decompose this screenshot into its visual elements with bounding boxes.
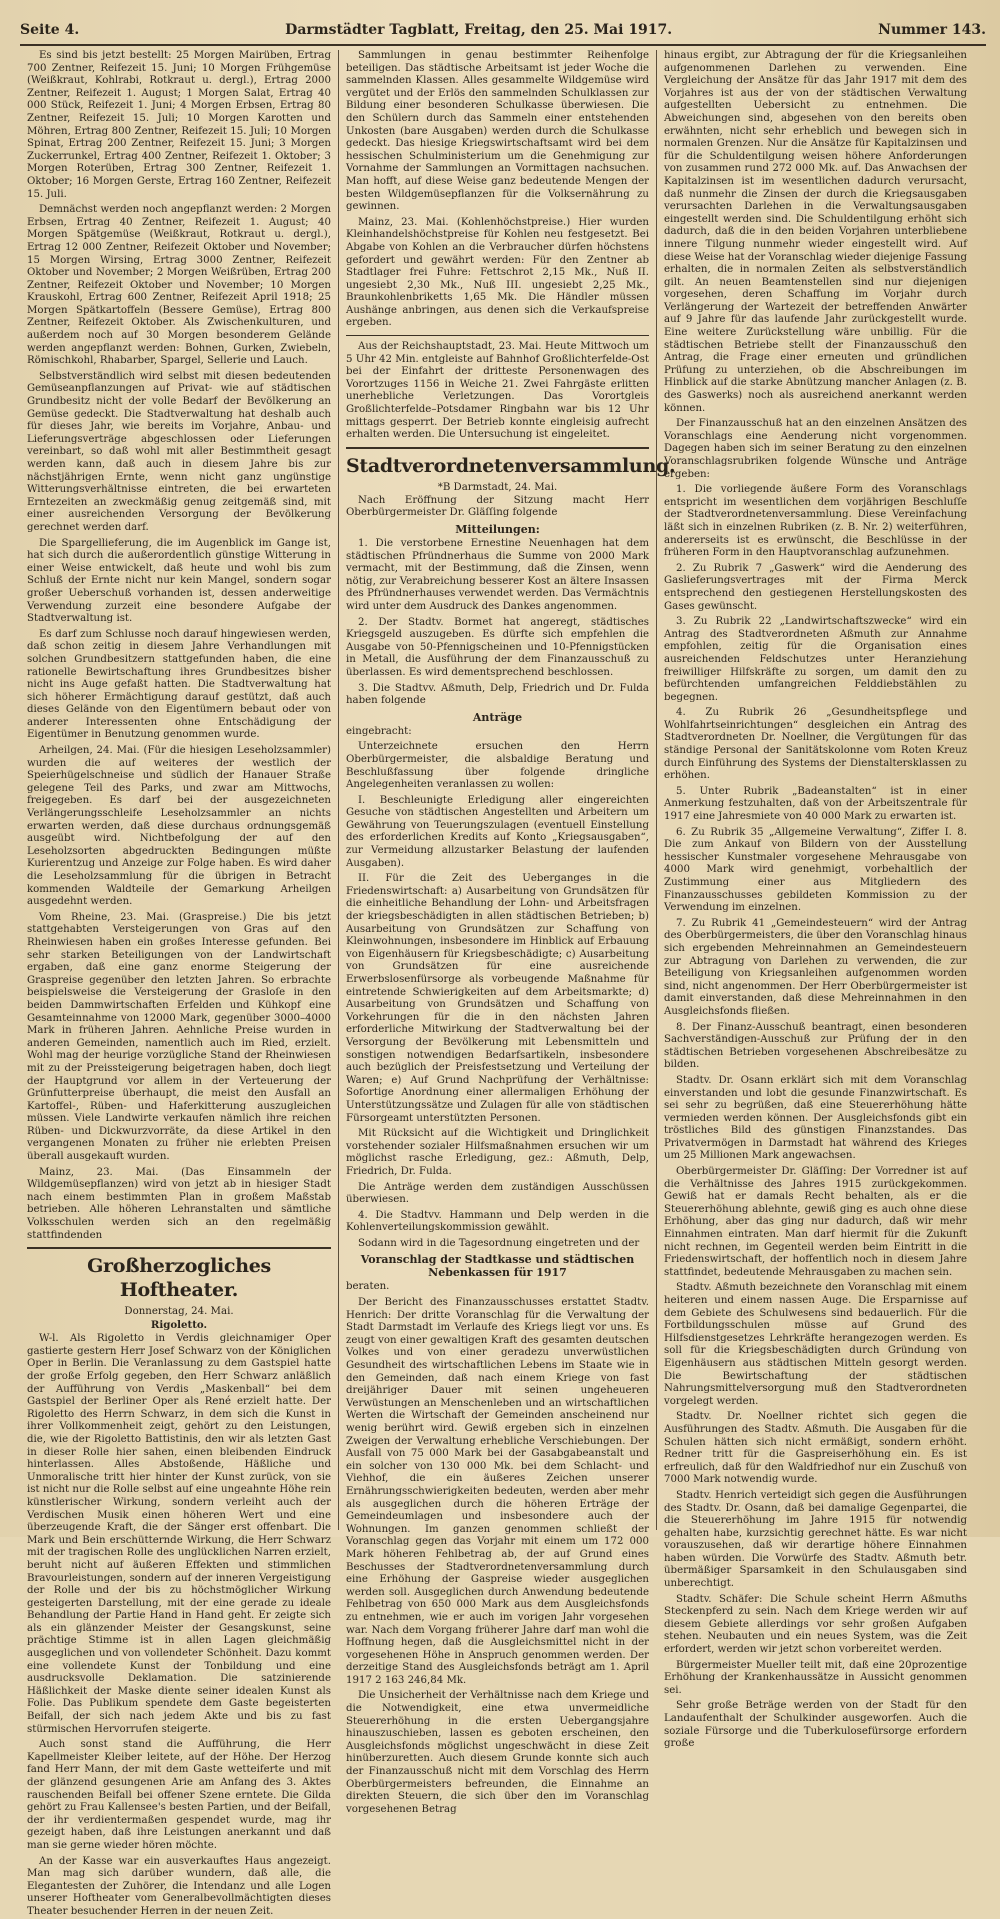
issue-number: Nummer 143. (878, 22, 986, 38)
newspaper-title: Darmstädter Tagblatt, Freitag, den 25. Mai 1917. (285, 22, 673, 38)
article-text: Die Spargellieferung, die im Augenblick im Gange ist, hat sich durch die außerordentlich günstige Witterung in einer Weise entwickelt, daß heute und wohl bis zum Schluß der Ernte nicht nur kein Mangel, sondern sogar großer Ueberschuß vorhanden ist, dessen anderweitige Verwendung zurzeit eine besondere Aufgabe der Stadtverwaltung ist. (27, 537, 331, 625)
article-text: II. Für die Zeit des Ueberganges in die Friedenswirtschaft: a) Ausarbeitung von Grundsätzen für die einheitliche Behandlung der Lohn- und Arbeitsfragen der kriegsbeschädigten in allen städtischen Betrieben; b) Ausarbeitung von Grundsätzen zur Schaffung von Kleinwohnungen, insbesondere im Hinblick auf Erbauung von Eigenhäusern für Kriegsbeschädigte; c) Ausarbeitung von Grundsätzen für eine ausreichende Erwerbslosenfürsorge als vorbeugende Maßnahme für eintretende Schwierigkeiten auf dem Arbeitsmarkte; d) Ausarbeitung von Grundsätzen und Schaffung von Vorkehrungen für die in den nächsten Jahren erforderliche Mitwirkung der Stadtverwaltung bei der Versorgung der Bevölkerung mit Lebensmitteln und sonstigen notwendigen Bedarfsartikeln, insbesondere auch bezüglich der Preisfestsetzung und Verteilung der Waren; e) Auf Grund Nachprüfung der Verhältnisse: Sofortige Anordnung einer allermaligen Erhöhung der Unterstützungssätze und Zulagen für alle von städtischen Fürsorgeamt unterstützten Personen. (346, 873, 649, 1124)
article-text: 4. Zu Rubrik 26 „Gesundheitspflege und Wohlfahrtseinrichtungen“ desgleichen ein Antrag des Stadtverordneten Dr. Noellner, die Vergütungen für das ständige Personal der Sanitätskolonne vom Roten Kreuz durch Einführung des Systems der Dienstaltersklassen zu erhöhen. (664, 707, 967, 782)
article-text: beraten. (346, 1281, 390, 1293)
article-text: Vom Rheine, 23. Mai. (Graspreise.) Die bis jetzt stattgehabten Versteigerungen von Gras auf den Rheinwiesen haben ein großes Interesse gefunden. Bei sehr starken Beteiligungen von der Landwirtschaft ergaben, daß eine ganz enorme Steigerung der Graspreise gegenüber den letzten Jahren. So erbrachte beispielsweise die Versteigerung der Grasloſe in den beiden Dammwirtschaften Erfelden und Kühkopf eine Gesamteinnahme von 12000 Mark, gegenüber 3000–4000 Mark in früheren Jahren. Aehnliche Preise wurden in anderen Gemeinden, namentlich auch im Ried, erzielt. Wohl mag der heurige vorzügliche Stand der Rheinwiesen mit zu der Preissteigerung beigetragen haben, doch liegt der Hauptgrund vor allem in der Verteuerung der Grünfutterpreise überhaupt, die meist den Ausfall an Kartoffel-, Rüben- und Haferkitterung auszugleichen müssen. Viele Landwirte verkaufen nämlich ihre reichen Rüben- und Dickwurzvorräte, da diese Artikel in den vergangenen Monaten zu früher nie erlebten Preisen überall ausgekauft wurden. (27, 911, 331, 1163)
article-text: eingebracht: (346, 725, 412, 737)
article-text: 1. Die vorliegende äußere Form des Voranschlags entspricht im wesentlichen dem vorjährigen Beschluſſe der Stadtverordnetenversammlung. Diese Vereinfachung läßt sich in einzelnen Rubriken (z. B. Nr. 2) weiterführen, andererseits ist es erwünscht, die Beschlüsse in der früheren Form in den Hauptvoranschlag aufzunehmen. (664, 484, 967, 559)
article-text: Oberbürgermeister Dr. Gläſſing: Der Vorredner ist auf die Verhältnisse des Jahres 1915 zurückgekommen. Gewiß hat er damals Recht behalten, als er die Steuererhöhung ablehnte, gewiß ging es auch ohne diese Erhöhung, aber das ging nur dadurch, daß wir mehr Einnahmen eintraten. Man darf hiermit für die Zukunft nicht rechnen, im Gegenteil werden beim Eintritt in die Friedenswirtschaft, der hoffentlich noch in diesem Jahre stattfindet, bedeutende Mehrausgaben zu machen sein. (664, 1166, 967, 1278)
column-3 (656, 50, 974, 1750)
article-text: Demnächst werden noch angepflanzt werden: 2 Morgen Erbsen, Ertrag 40 Zentner, Reifezeit 1. August; 40 Morgen Spätgemüse (Weißkraut, Rotkraut u. dergl.), Ertrag 12 000 Zentner, Reifezeit Oktober und November; 15 Morgen Wirsing, Ertrag 3000 Zentner, Reifezeit Oktober und November; 2 Morgen Weißrüben, Ertrag 200 Zentner, Reifezeit Oktober und November; 10 Morgen Krauskohl, Ertrag 600 Zentner, Reifezeit April 1918; 25 Morgen Spätkartoffeln (Bessere Gemüse), Ertrag 800 Zentner, Reifezeit Oktober. Als Zwischenkulturen, und außerdem noch auf 30 Morgen besonderem Gelände werden angepflanzt werden: Bohnen, Gurken, Zwiebeln, Römischkohl, Rhabarber, Spargel, Sellerie und Lauch. (27, 204, 331, 367)
article-text: 5. Unter Rubrik „Badeanstalten“ ist in einer Anmerkung festzuhalten, daß von der Arbeitszentrale für 1917 eine Jahresmiete von 40 000 Mark zu erwarten ist. (664, 785, 967, 823)
article-text: Stadtv. Henrich verteidigt sich gegen die Ausführungen des Stadtv. Dr. Osann, daß bei damalige Gegenpartei, die die Steuererhöhung im Jahre 1915 für notwendig gehalten habe, kurzsichtig gerechnet hätte. Es war nicht vorauszusehen, daß wir derartige höhere Einnahmen haben würden. Die Vorwürfe des Stadtv. Aßmuth betr. übermäßiger Sparsamkeit in den Schulausgaben sind unberechtigt. (664, 1489, 967, 1590)
columns (20, 50, 986, 1917)
article-text: Selbstverständlich wird selbst mit diesen bedeutenden Gemüseanpflanzungen auf Privat- wie auf städtischen Grundbesitz nicht der volle Bedarf der Bevölkerung an Gemüse gedeckt. Die Stadtverwaltung hat deshalb auch für dieses Jahr, wie bereits im Vorjahre, Anbau- und Lieferungsverträge abgeschlossen oder Lieferungen vereinbart, so daß wohl mit aller Bestimmtheit gesagt werden kann, daß auch in diesem Jahre bis zur nächstjährigen Ernte, wenn nicht ganz ungünstige Witterungsverhältnisse eintreten, die bei erwarteten Erntezeiten an zweckmäßig genug zeitgemäß sind, mit einer ausreichenden Versorgung der Bevölkerung gerechnet werden darf. (27, 370, 331, 533)
article-text: Nach Eröffnung der Sitzung macht Herr Oberbürgermeister Dr. Gläſſing folgende (346, 494, 649, 519)
article-text: Mit Rücksicht auf die Wichtigkeit und Dringlichkeit vorstehender sozialer Hilfsmaßnahmen ersuchen wir um möglichst rasche Erledigung, gez.: Aßmuth, Delp, Friedrich, Dr. Fulda. (346, 1128, 649, 1177)
article-text: Stadtv. Dr. Noellner richtet sich gegen die Ausführungen des Stadtv. Aßmuth. Die Ausgaben für die Schulen hätten sich nicht ermäßigt, sondern erhöht. Redner tritt für die Gaspreiserhöhung ein. Es ist erfreulich, daß für den Waldfriedhof nur ein Zuschuß von 7000 Mark notwendig wurde. (664, 1411, 967, 1486)
article-text: Die Unsicherheit der Verhältnisse nach dem Kriege und die Notwendigkeit, eine etwa unvermeidliche Steuererhöhung in die ersten Uebergangsjahre hinauszuschieben, lassen es geboten erscheinen, den Ausgleichsfonds möglichst ungeschwächt in diese Zeit hinüberzuretten. Auch diesem Grunde konnte sich auch der Finanzausschuß nicht mit dem Vorschlag des Herrn Oberbürgermeisters befreunden, die Einnahme an direkten Steuern, die sich über den im Voranschlag vorgesehenen Betrag (346, 1690, 649, 1815)
article-text: Mainz, 23. Mai. (Kohlenhöchstpreise.) Hier wurden Kleinhandelshöchstpreise für Kohlen neu festgesetzt. Bei Abgabe von Kohlen an die Verbraucher dürfen höchstens gefordert und gewährt werden: Für den Zentner ab Stadtlager frei Fuhre: Fettschrot 2,15 Mk., Nuß II. ungesiebt 2,30 Mk., Nuß III. ungesiebt 2,25 Mk., Braunkohlenbriketts 1,65 Mk. Die Händler müssen Aushänge anbringen, aus denen sich die Verkaufspreise ergeben. (346, 216, 649, 329)
article-text: 1. Die verstorbene Ernestine Neuenhagen hat dem städtischen Pfründnerhaus die Summe von 2000 Mark vermacht, mit der Bestimmung, daß die Zinsen, wenn nötig, zur Verabreichung besserer Kost an ältere Insassen des Pfründnerhauses verwendet werden. Das Vermächtnis wird unter dem Ausdruck des Dankes angenommen. (346, 538, 649, 612)
article-text: I. Beschleunigte Erledigung aller eingereichten Gesuche von städtischen Angestellten und Arbeitern um Gewährung von Teuerungszulagen (eventuell Einstellung des erforderlichen Kredits auf Konto „Kriegsausgaben“, zur Vermeidung allzustarker Belastung der laufenden Ausgaben). (346, 794, 649, 869)
article-text: Aus der Reichshauptstadt, 23. Mai. Heute Mittwoch um 5 Uhr 42 Min. entgleiste auf Bahnhof Großlichterfelde-Ost bei der Einfahrt der dritteste Personenwagen des Vorortzuges 1156 in Weiche 21. Zwei Fahrgäste erlitten unerhebliche Verletzungen. Das Vorortgleis Großlichterfelde–Potsdamer Ringbahn war bis 12 Uhr mittags gesperrt. Der Betrieb konnte eingleisig aufrecht erhalten werden. Die Untersuchung ist eingeleitet. (346, 341, 649, 441)
masthead (20, 22, 986, 46)
article-text: Es sind bis jetzt bestellt: 25 Morgen Mairüben, Ertrag 700 Zentner, Reifezeit 15. Juni; 10 Morgen Frühgemüse (Weißkraut, Kohlrabi, Rotkraut u. dergl.), Ertrag 2000 Zentner, Reifezeit 1. August; 1 Morgen Salat, Ertrag 40 000 Stück, Reifezeit 1. Juni; 4 Morgen Erbsen, Ertrag 80 Zentner, Reifezeit 15. Juli; 10 Morgen Karotten und Möhren, Ertrag 800 Zentner, Reifezeit 15. Juli; 10 Morgen Spinat, Ertrag 200 Zentner, Reifezeit 15. Juni; 3 Morgen Zuckerrunkel, Ertrag 400 Zentner, Reifezeit 1. Oktober; 3 Morgen Roterüben, Ertrag 300 Zentner, Reifezeit 1. Oktober; 16 Morgen Gerste, Ertrag 160 Zentner, Reifezeit 15. Juli. (27, 50, 331, 200)
article-text: 2. Der Stadtv. Bormet hat angeregt, städtisches Kriegsgeld auszugeben. Es dürfte sich empfehlen die Ausgabe von 50-Pfennigscheinen und 10-Pfennigstücken in Metall, die Ausführung der dem Finanzausschuß zu überlassen. Es wird dementsprechend beschlossen. (346, 616, 649, 678)
theater-headline: Großherzogliches Hoftheater. (87, 1255, 271, 1302)
divider (346, 335, 649, 336)
dateline: *B Darmstadt, 24. Mai. (437, 481, 558, 493)
article-text: 2. Zu Rubrik 7 „Gaswerk“ wird die Aenderung des Gaslieferungsvertrages mit der Firma Merck entsprechend den gestiegenen Herstellungskosten des Gases gewünscht. (664, 562, 967, 612)
article-text: 4. Die Stadtvv. Hammann und Delp werden in die Kohlenverteilungskommission gewählt. (346, 1209, 649, 1234)
divider (346, 447, 649, 449)
section-heading: Anträge (472, 710, 523, 724)
article-text: hinaus ergibt, zur Abtragung der für die Kriegsanleihen aufgenommenen Darlehen zu verwenden. Eine Vergleichung der Ansätze für das Jahr 1917 mit dem des Vorjahres ist aus der von der städtischen Verwaltung aufgestellten Uebersicht zu entnehmen. Die Abweichungen sind, abgesehen von den bereits oben erwähnten, nicht sehr erheblich und bewegen sich in normalen Grenzen. Nur die Ansätze für Kapitalzinsen und für die Schuldentilgung weisen höhere Anforderungen von zusammen rund 272 000 Mk. auf. Das Anwachsen der Kapitalzinsen ist im wesentlichen dadurch verursacht, daß nunmehr die Zinsen der durch die Kriegsausgaben verursachten Darlehen in die Verwaltungsausgaben eingestellt werden sind. Die Schuldentilgung erhöht sich dadurch, daß die in den beiden Vorjahren unterbliebene innere Tilgung nunmehr wieder eingestellt wird. Auf diese Weise hat der Voranschlag wieder diejenige Fassung erhalten, die in normalen Zeiten als selbstverständlich gilt. An neuen Beamtenstellen sind nur diejenigen vorgesehen, deren Schaffung im Vorjahr durch Verlängerung der Wartezeit der betreffenden Anwärter auf 9 Jahre für das laufende Jahr zurückgestellt wurde. Eine weitere Zurückstellung wäre unbillig. Für die städtischen Betriebe stellt der Finanzausschuß den Antrag, die Frage einer erneuten und gründlichen Prüfung zu unterziehen, ob die Abschreibungen im Hinblick auf die starke Abnützung mancher Anlagen (z. B. des Gaswerks) noch als ausreichend anerkannt werden können. (664, 50, 967, 414)
column-1 (20, 50, 338, 1917)
section-heading: Voranschlag der Stadtkasse und städtischen Nebenkassen für 1917 (360, 1253, 635, 1280)
article-text: 3. Zu Rubrik 22 „Landwirtschaftszwecke“ wird ein Antrag des Stadtverordneten Aßmuth zur Annahme empfohlen, zeitig für die Organisation eines ausreichenden Feldschutzes unter Heranziehung freiwilliger Hilfskräfte zu sorgen, um damit den zu befürchtenden umfangreichen Felddiebstählen zu begegnen. (664, 616, 967, 703)
theater-date: Donnerstag, 24. Mai. (124, 1306, 234, 1318)
article-text: 7. Zu Rubrik 41 „Gemeindesteuern“ wird der Antrag des Oberbürgermeisters, die über den Voranschlag hinaus sich ergebenden Mehreinnahmen an Gemeindesteuern zur Abtragung von Darlehen zu verwenden, die zur Beteiligung von Kriegsanleihen aufgenommen worden sind, nicht angenommen. Der Herr Oberbürgermeister ist damit einverstanden, daß diese Mehreinnahmen in den Ausgleichsfonds fließen. (664, 917, 967, 1017)
article-text: 6. Zu Rubrik 35 „Allgemeine Verwaltung“, Ziffer I. 8. Die zum Ankauf von Bildern von der Ausstellung hessischer Kunstmaler vorgesehene Mehrausgabe von 4000 Mark wird genehmigt, vorbehaltlich der Zustimmung einer aus Mitgliedern des Finanzausschusses gebildeten Kommission zu der Verwendung im einzelnen. (664, 826, 967, 914)
article-text: Der Finanzausschuß hat an den einzelnen Ansätzen des Voranschlags eine Aenderung nicht vorgenommen. Dagegen haben sich im seiner Beratung zu den einzelnen Voranschlagsrubriken folgende Wünsche und Anträge ergeben: (664, 418, 967, 480)
article-text: Der Bericht des Finanzausschusses erstattet Stadtv. Henrich: Der dritte Voranschlag für die Verwaltung der Stadt Darmstadt im Verlaufe des Kriegs liegt vor uns. Es zeugt von einer gewaltigen Kraft des gesamten deutschen Volkes und von einer geradezu unverwüstlichen Gesundheit des wirtschaftlichen Lebens im Staate wie in den Gemeinden, daß nach einem Kriege von fast dreijähriger Dauer mit seinen ungeheueren Verwüstungen an Menschenleben und an wirtschaftlichen Werten die Wirtschaft der Gemeinden anscheinend nur wenig berührt wird. Gewiß ergeben sich in einzelnen Zweigen der Verwaltung erhebliche Verschiebungen. Der Ausfall von 75 000 Mark bei der Gasabgabeanstalt und ein solcher von 130 000 Mk. bei dem Schlacht- und Viehhof, die ein äußeres Zeichen unserer Ernährungsschwierigkeiten bedeuten, werden aber mehr als ausgeglichen durch die höheren Erträge der Gemeindeumlagen und insbesondere auch der Wohnungen. Im ganzen genommen schließt der Voranschlag gegen das Vorjahr mit einem um 172 000 Mark höheren Fehlbetrag ab, der auf Grund eines Beschusses der Stadtverordnetenversammlung durch eine Erhöhung der Gaspreise wieder ausgeglichen werden soll. Ausgeglichen durch Anwendung bedeutende Fehlbetrag von 650 000 Mark aus dem Ausgleichsfonds zu entnehmen, wie er auch im vorigen Jahr vorgesehen war. Nach dem Vorgang früherer Jahre darf man wohl die Hoffnung hegen, daß die Ausgleichsmittel nicht in der vorgesehenen Höhe in Anspruch genommen werden. Der derzeitige Stand des Ausgleichsfonds beträgt am 1. April 1917 2 163 246,84 Mk. (346, 1297, 649, 1686)
article-text: Sodann wird in die Tagesordnung eingetreten und der (358, 1237, 640, 1249)
article-text: W-l. Als Rigoletto in Verdis gleichnamiger Oper gastierte gestern Herr Josef Schwarz von der Königlichen Oper in Berlin. Die Veranlassung zu dem Gastspiel hatte der große Erfolg gegeben, den Herr Schwarz anläßlich der Aufführung von Verdis „Maskenball“ bei dem Gastspiel der Berliner Oper als René erzielt hatte. Der Rigoletto des Herrn Schwarz, in dem sich die Kunst in ihrer Vollkommenheit zeigt, gehört zu den Leistungen, die, wie der Rigoletto Battistinis, den wir als letzten Gast in dieser Rolle hier sahen, einen bleibenden Eindruck hinterlassen. Alles Abstoßende, Häßliche und Unmoralische tritt hier hinter der Kunst zurück, von sie ist nicht nur die Rolle selbst auf eine ungeahnte Höhe rein künstlerischer Wirkung, sondern verleiht auch der Verdischen Musik einen höheren Wert und eine überzeugende Kraft, die der Sänger erst offenbart. Die Mark und Bein erschütternde Wirkung, die Herr Schwarz mit der tragischen Rolle des unglücklichen Narren erzielt, beruht nicht auf äußeren Effekten und stimmlichen Bravourleistungen, sondern auf der inneren Vergeistigung der Rolle und der bis zu höchstmöglicher Wirkung gesteigerten Darstellung, mit der eine gerade zu ideale Behandlung der Partie Hand in Hand geht. Er zeigte sich als ein glänzender Meister der Gesangskunst, seine prächtige Stimme ist in allen Lagen gleichmäßig ausgeglichen und von vollendeter Schönheit. Dazu kommt eine vollendete Kunst der Tonbildung und eine ausdrucksvolle Deklamation. Die satzinierende Häßlichkeit der Maske diente seiner idealen Kunst als Folie. Das Publikum spendete dem Gaste begeisterten Beifall, der sich nach jedem Akte und bis zu fast stürmischen Hervorrufen steigerte. (27, 1333, 331, 1735)
article-text: Arheilgen, 24. Mai. (Für die hiesigen Leseholzsammler) wurden die auf weiteres der westlich der Speierhügelschneise und südlich der Hanauer Straße gelegene Teil des Parks, und zwar am Mittwochs, freigegeben. Es darf bei der ausgezeichneten Verlängerungsschleife Leseholzsammler an nichts erwarten werden, daß diese durchaus ordnungsgemäß ausgeübt wird. Nichtbefolgung der auf den Leseholzsorten abgedruckten Bedingungen müßte Kurierentzug und Anzeige zur Folge haben. Es wird daher die Leseholzsammlung für die übrigen in Betracht kommenden Waldteile der Gemarkung Arheilgen ausgedehnt werden. (27, 745, 331, 908)
article-text: Sehr große Beträge werden von der Stadt für den Landaufenthalt der Schulkinder ausgeworfen. Auch die soziale Fürsorge und die Tuberkulosefürsorge erfordern große (664, 1700, 967, 1750)
divider (27, 1247, 331, 1249)
article-text: Stadtv. Dr. Osann erklärt sich mit dem Voranschlag einverstanden und lobt die gesunde Finanzwirtschaft. Es sei sehr zu begrüßen, daß eine Steuererhöhung hätte vermieden werden können. Der Ausgleichsfonds gibt ein tröstliches Bild des günstigen Finanzstandes. Das Privatvermögen in Darmstadt hat während des Krieges um 25 Millionen Mark angewachsen. (664, 1074, 967, 1162)
column-2 (338, 50, 676, 1815)
article-text: Es darf zum Schlusse noch darauf hingewiesen werden, daß schon zeitig in diesem Jahre Verhandlungen mit solchen Grundbesitzern stattgefunden haben, die eine rationelle Bewirtschaftung ihres Grundbesitzes bisher nicht ins Auge gefaßt hatten. Die Stadtverwaltung hat sich höherer Ermächtigung darauf gestützt, daß auch dieses Gelände von den Eigentümern bebaut oder von anderer Interessenten ohne Entschädigung der Eigentümer in Benutzung genommen wurde. (27, 628, 331, 741)
page-number: Seite 4. (20, 22, 80, 38)
article-text: Stadtv. Aßmuth bezeichnete den Voranschlag mit einem heiteren und einem nassen Auge. Die Ersparnisse auf dem Gebiete des Schulwesens sind bedauerlich. Für die Fortbildungsschulen müsse auf Grund des Hilfsdienstgesetzes Lehrkräfte herangezogen werden. Es soll für die Kriegsbeschädigten durch Gründung von Eigenhäusern aus städtischen Mitteln gesorgt werden. Die Bewirtschaftung der städtischen Nahrungsmittelversorgung muß den Stadtverordneten vorgelegt werden. (664, 1282, 967, 1407)
article-text: Mainz, 23. Mai. (Das Einsammeln der Wildgemüsepflanzen) wird von jetzt ab in hiesiger Stadt nach einem bestimmten Plan in großem Maßstab betrieben. Alle höheren Lehranstalten und sämtliche Volksschulen werden sich an den regelmäßig stattfindenden (27, 1166, 331, 1241)
article-text: Die Anträge werden dem zuständigen Ausschüssen überwiesen. (346, 1181, 649, 1206)
article-text: 8. Der Finanz-Ausschuß beantragt, einen besonderen Sachverständigen-Ausschuß zur Prüfung der in den städtischen Betrieben vorgesehenen Abschreibesätze zu bilden. (664, 1021, 967, 1071)
article-text: Unterzeichnete ersuchen den Herrn Oberbürgermeister, die alsbaldige Beratung und Beschlußfassung über folgende dringliche Angelegenheiten veranlassen zu wollen: (346, 741, 649, 791)
section-heading: Mitteilungen: (455, 523, 540, 536)
council-headline: Stadtverordnetenversammlung. (346, 454, 676, 477)
article-text: Sammlungen in genau bestimmter Reihenfolge beteiligen. Das städtische Arbeitsamt ist jeder Woche die sammelnden Klassen. Alles gesammelte Wildgemüse wird vergütet und der Erlös den sammelnden Schulklassen zur Bildung einer besonderen Schulkasse überwiesen. Die den Schülern durch das Sammeln einer entstehenden Unkosten (bare Ausgaben) werden durch die Schulkasse gedeckt. Das hiesige Kriegswirtschaftsamt wird bei dem hessischen Schulministerium um die Genehmigung zur Vornahme der Sammlungen an Vormittagen nachsuchen. Man hofft, auf diese Weise ganz bedeutende Mengen der besten Wildgemüsepflanzen für die Volksernährung zu gewinnen. (346, 50, 649, 213)
article-text: 3. Die Stadtvv. Aßmuth, Delp, Friedrich und Dr. Fulda haben folgende (346, 682, 649, 707)
article-text: An der Kasse war ein ausverkauftes Haus angezeigt. Man mag sich darüber wundern, daß alle, die Elegantesten der Zuhörer, die Intendanz und alle Logen unserer Hoftheater vom Generalbevollmächtigten dieses Theater besuchender Herren in der neuen Zeit. (27, 1855, 331, 1917)
article-text: Stadtv. Schäfer: Die Schule scheint Herrn Aßmuths Steckenpferd zu sein. Nach dem Kriege werden wir auf diesem Gebiete allerdings vor sehr großen Aufgaben stehen. Neubauten und ein neues System, was die Zeit erfordert, werden wir jetzt schon vorbereitet werden. (664, 1593, 967, 1656)
theater-title: Rigoletto. (150, 1319, 208, 1332)
article-text: Bürgermeister Mueller teilt mit, daß eine 20prozentige Erhöhung der Krankenhaussätze in Aussicht genommen sei. (664, 1659, 967, 1696)
article-text: Auch sonst stand die Aufführung, die Herr Kapellmeister Kleiber leitete, auf der Höhe. Der Herzog fand Herr Mann, der mit dem Gaste wetteiferte und mit der glänzend gesungenen Arie am Anfang des 3. Aktes rauschenden Beifall bei offener Szene erntete. Die Gilda gehört zu Frau Kallensee's besten Partien, und der Beifall, der ihr verdientermaßen gespendet wurde, mag ihr gezeigt haben, daß ihre Leistungen anerkannt und daß man sie gerne wieder hören möchte. (27, 1739, 331, 1851)
